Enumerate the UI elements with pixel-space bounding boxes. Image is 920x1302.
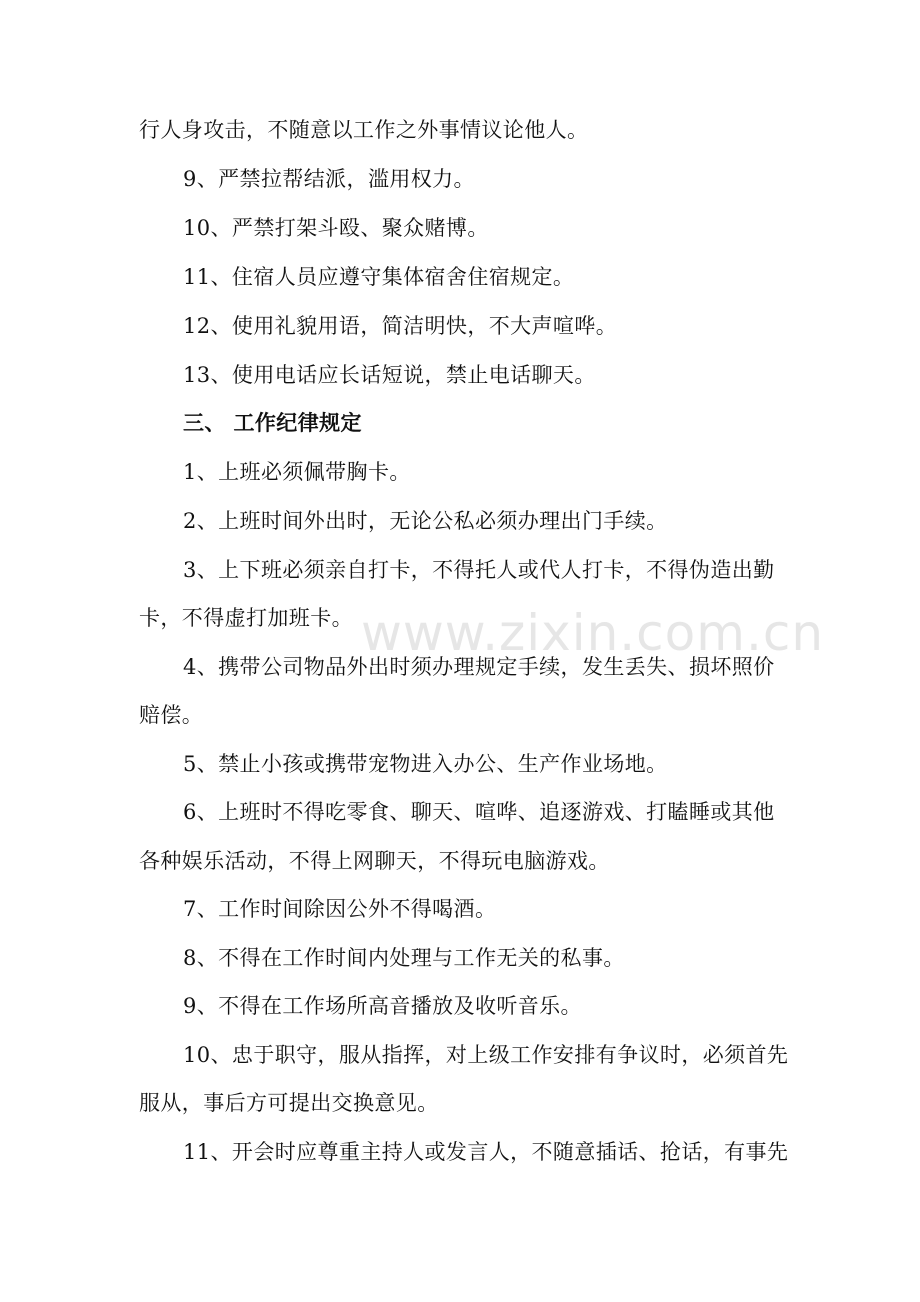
discipline-item-11: 11、开会时应尊重主持人或发言人，不随意插话、抢话，有事先 xyxy=(183,1140,789,1164)
rule-item-9: 9、严禁拉帮结派，滥用权力。 xyxy=(183,167,475,191)
discipline-item-6-cont: 各种娱乐活动，不得上网聊天，不得玩电脑游戏。 xyxy=(139,849,610,873)
discipline-item-1: 1、上班必须佩带胸卡。 xyxy=(183,460,411,484)
paragraph-continuation: 行人身攻击，不随意以工作之外事情议论他人。 xyxy=(139,118,589,142)
rule-item-13: 13、使用电话应长话短说，禁止电话聊天。 xyxy=(183,363,596,387)
discipline-item-7: 7、工作时间除因公外不得喝酒。 xyxy=(183,897,497,921)
discipline-item-9: 9、不得在工作场所高音播放及收听音乐。 xyxy=(183,994,582,1018)
discipline-item-3-cont: 卡，不得虚打加班卡。 xyxy=(139,606,353,630)
discipline-item-10: 10、忠于职守，服从指挥，对上级工作安排有争议时，必须首先 xyxy=(183,1043,789,1067)
discipline-item-3: 3、上下班必须亲自打卡，不得托人或代人打卡，不得伪造出勤 xyxy=(183,558,775,582)
discipline-item-10-cont: 服从，事后方可提出交换意见。 xyxy=(139,1091,439,1115)
watermark: www.zixin.com.cn xyxy=(361,604,825,662)
discipline-item-5: 5、禁止小孩或携带宠物进入办公、生产作业场地。 xyxy=(183,752,668,776)
rule-item-11: 11、住宿人员应遵守集体宿舍住宿规定。 xyxy=(183,265,575,289)
discipline-item-8: 8、不得在工作时间内处理与工作无关的私事。 xyxy=(183,946,625,970)
discipline-item-2: 2、上班时间外出时，无论公私必须办理出门手续。 xyxy=(183,509,668,533)
discipline-item-4: 4、携带公司物品外出时须办理规定手续，发生丢失、损坏照价 xyxy=(183,655,775,679)
rule-item-12: 12、使用礼貌用语，简洁明快，不大声喧哗。 xyxy=(183,314,618,338)
discipline-item-6: 6、上班时不得吃零食、聊天、喧哗、追逐游戏、打瞌睡或其他 xyxy=(183,800,775,824)
rule-item-10: 10、严禁打架斗殴、聚众赌博。 xyxy=(183,216,489,240)
discipline-item-4-cont: 赔偿。 xyxy=(139,703,204,727)
section-heading: 三、 工作纪律规定 xyxy=(183,410,362,435)
